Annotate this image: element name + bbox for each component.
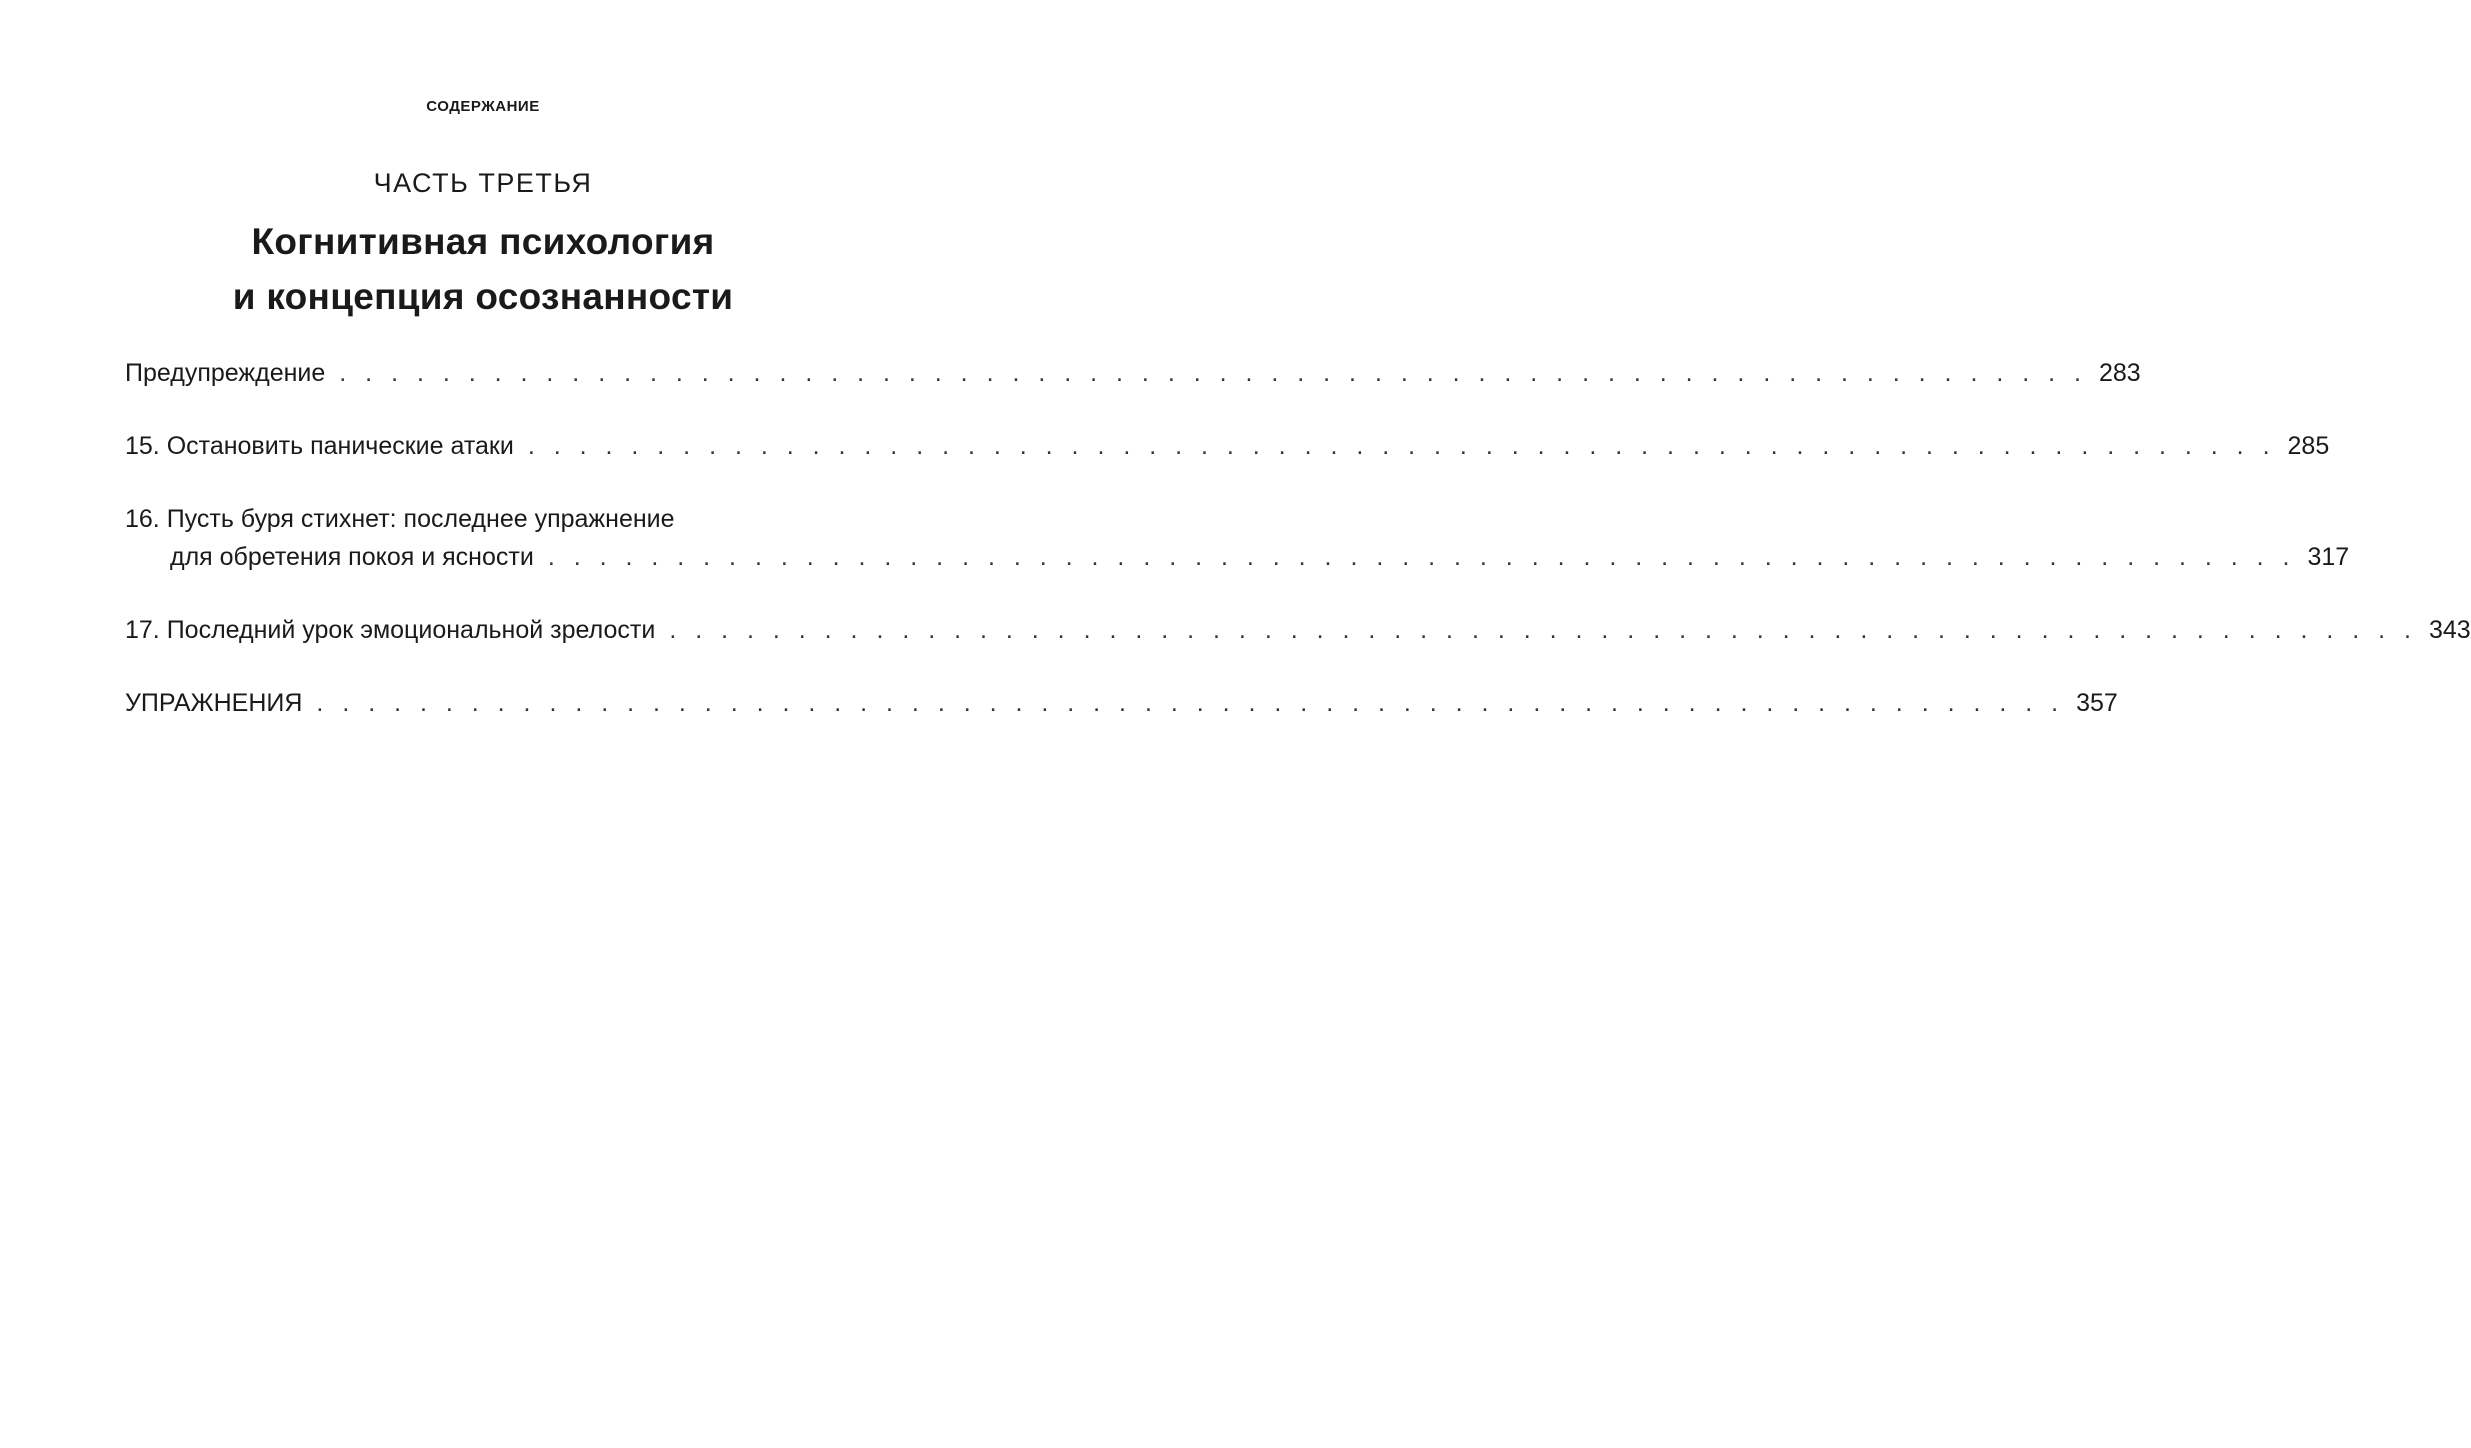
toc-entry-title: УПРАЖНЕНИЯ xyxy=(125,689,303,717)
toc-page-number: 343 xyxy=(2429,616,2471,644)
toc-page-number: 317 xyxy=(2307,543,2350,571)
part-label: ЧАСТЬ ТРЕТЬЯ xyxy=(373,168,593,198)
toc-leader-dots: . . . . . . . . . . . . . . . . . . . . . . . . . . . . . . . . . . . . . . . . . . . . . . . . . . . . . . . . . . . . . . . . . . . . xyxy=(316,689,2065,717)
running-head: СОДЕРЖАНИЕ xyxy=(426,98,540,115)
toc-entry-warning[interactable] xyxy=(125,354,2141,392)
toc-page-number: 285 xyxy=(2287,432,2330,460)
toc-entry-title: 17. Последний урок эмоциональной зрелости xyxy=(125,616,656,644)
toc-entry-title: Предупреждение xyxy=(125,359,326,387)
toc-entry-chapter-16[interactable] xyxy=(125,500,2350,576)
table-of-contents xyxy=(125,354,2471,722)
part-title xyxy=(0,214,966,324)
toc-entry-chapter-15[interactable] xyxy=(125,427,2330,465)
toc-leader-dots: . . . . . . . . . . . . . . . . . . . . . . . . . . . . . . . . . . . . . . . . . . . . . . . . . . . . . . . . . . . . . . . . . . . . xyxy=(339,359,2087,387)
part-title-line-2: и концепция осознанности xyxy=(232,276,734,317)
toc-entry-title: 15. Остановить панические атаки xyxy=(125,432,514,460)
toc-entry-title-line-1: 16. Пусть буря стихнет: последнее упражнение xyxy=(125,505,675,533)
part-title-line-1: Когнитивная психология xyxy=(251,221,715,262)
toc-entry-chapter-17[interactable] xyxy=(125,611,2471,649)
toc-entry-title-line-2: для обретения покоя и ясности xyxy=(170,543,534,571)
toc-leader-dots: . . . . . . . . . . . . . . . . . . . . . . . . . . . . . . . . . . . . . . . . . . . . . . . . . . . . . . . . . . . . . . . . . . . . xyxy=(527,432,2276,460)
toc-leader-dots: . . . . . . . . . . . . . . . . . . . . . . . . . . . . . . . . . . . . . . . . . . . . . . . . . . . . . . . . . . . . . . . . . . . . xyxy=(669,616,2417,644)
toc-page-number: 283 xyxy=(2098,359,2141,387)
toc-entry-exercises[interactable] xyxy=(125,684,2118,722)
toc-page-number: 357 xyxy=(2076,689,2118,717)
toc-leader-dots: . . . . . . . . . . . . . . . . . . . . . . . . . . . . . . . . . . . . . . . . . . . . . . . . . . . . . . . . . . . . . . . . . . . . xyxy=(547,543,2296,571)
